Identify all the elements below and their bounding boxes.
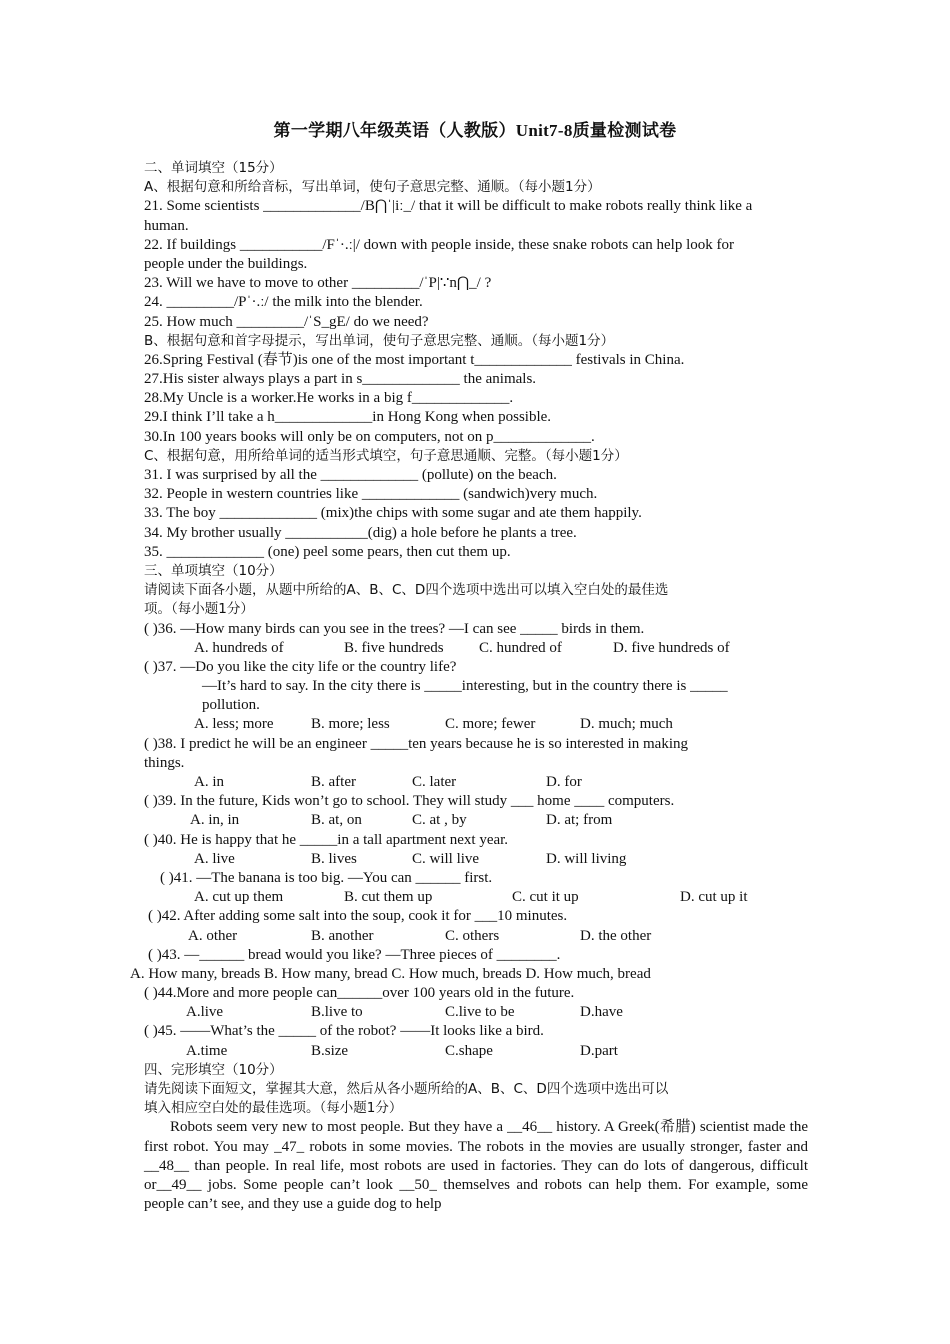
option-b: B. after bbox=[311, 774, 356, 790]
question-32: 32. People in western countries like _____________ (sandwich)very much. bbox=[144, 486, 598, 503]
section-4-instruction: 请先阅读下面短文，掌握其大意，然后从各小题所给的A、B、C、D四个选项中选出可以 bbox=[144, 1081, 669, 1097]
option-d: D. the other bbox=[580, 927, 652, 944]
question-25: 25. How much _________/ˈS_gE/ do we need? bbox=[144, 313, 429, 330]
option-d: D.part bbox=[580, 1042, 618, 1059]
question-37-answer-cont: pollution. bbox=[202, 697, 260, 714]
question-29: 29.I think I’ll take a h_____________in Hong Kong when possible. bbox=[144, 409, 552, 426]
question-38: ( )38. I predict he will be an engineer _____ten years because he is so interested in making bbox=[144, 735, 688, 752]
option-a: A.live bbox=[186, 1004, 224, 1021]
question-42: ( )42. After adding some salt into the soup, cook it for ___10 minutes. bbox=[148, 908, 568, 925]
option-d: D. for bbox=[546, 774, 582, 790]
question-39-options bbox=[144, 811, 808, 830]
option-b: B. another bbox=[311, 927, 374, 944]
exam-body bbox=[130, 159, 808, 1214]
option-d: D. will living bbox=[546, 850, 627, 867]
question-26: 26.Spring Festival (春节)is one of the most important t_____________ festivals in China. bbox=[144, 351, 685, 368]
question-22: 22. If buildings ___________/Fˈ·.ː|/ down with people inside, these snake robots can help look for bbox=[144, 236, 735, 253]
question-45-options bbox=[144, 1042, 808, 1061]
question-21: 21. Some scientists _____________/B⋂ˈ|iː_/ that it will be difficult to make robots really think like a bbox=[144, 198, 753, 215]
question-38-cont: things. bbox=[144, 754, 185, 771]
option-c: C.live to be bbox=[445, 1004, 515, 1021]
section-4-instruction-cont: 填入相应空白处的最佳选项。（每小题1分） bbox=[144, 1100, 403, 1117]
question-44: ( )44.More and more people can______over 100 years old in the future. bbox=[144, 985, 575, 1002]
option-c: C. others bbox=[445, 927, 500, 944]
question-37: ( )37. —Do you like the city life or the country life? bbox=[144, 658, 457, 675]
option-a: A. live bbox=[194, 850, 235, 867]
section-4-heading: 四、完形填空（10分） bbox=[144, 1061, 283, 1078]
question-21-cont: human. bbox=[144, 217, 189, 234]
section-2b-instruction: B、根据句意和首字母提示，写出单词，使句子意思完整、通顺。（每小题1分） bbox=[144, 332, 615, 349]
option-c: C.shape bbox=[445, 1042, 493, 1059]
question-31: 31. I was surprised by all the _____________ (pollute) on the beach. bbox=[144, 467, 557, 483]
question-27: 27.His sister always plays a part in s_____________ the animals. bbox=[144, 371, 537, 388]
question-35: 35. _____________ (one) peel some pears, then cut them up. bbox=[144, 543, 511, 560]
question-40: ( )40. He is happy that he _____in a tall apartment next year. bbox=[144, 831, 509, 848]
option-a: A. less; more bbox=[194, 716, 274, 733]
question-40-options bbox=[144, 850, 808, 869]
question-36: ( )36. —How many birds can you see in the trees? —I can see _____ birds in them. bbox=[144, 620, 645, 637]
option-c: C. cut it up bbox=[512, 889, 579, 906]
question-30: 30.In 100 years books will only be on computers, not on p_____________. bbox=[144, 428, 595, 445]
question-45: ( )45. ——What’s the _____ of the robot? ——It looks like a bird. bbox=[144, 1023, 544, 1040]
cloze-passage: Robots seem very new to most people. But they have a __46__ history. A Greek(希腊) scientist made the first robot. You may _47_ robots in some movies. The robots in the movies are usually stronger, faster and __48__ than people. In real life, most robots are used in factories. They can do lots of dangerous, difficult or__49__ jobs. Some people can’t look __50_ themselves and robots can help them. For example, some people can’t see, and they use a guide dog to help bbox=[144, 1119, 808, 1213]
question-24: 24. _________/Pˈ·.ː/ the milk into the blender. bbox=[144, 294, 423, 311]
section-3-heading: 三、单项填空（10分） bbox=[144, 562, 283, 579]
question-41-options bbox=[144, 888, 808, 907]
option-b: B. more; less bbox=[311, 716, 390, 733]
question-41: ( )41. —The banana is too big. —You can ______ first. bbox=[160, 869, 493, 886]
option-a: A. in, in bbox=[190, 812, 240, 829]
option-b: B. cut them up bbox=[344, 889, 433, 906]
question-33: 33. The boy _____________ (mix)the chips with some sugar and ate them happily. bbox=[144, 505, 642, 522]
option-a: A. cut up them bbox=[194, 889, 284, 906]
option-a: A. hundreds of bbox=[194, 639, 284, 656]
option-c: C. more; fewer bbox=[445, 716, 536, 733]
question-22-cont: people under the buildings. bbox=[144, 255, 308, 272]
option-d: D.have bbox=[580, 1004, 623, 1021]
question-23: 23. Will we have to move to other _________/ˈP|∵n⋂_/ ? bbox=[144, 275, 492, 292]
option-b: B. lives bbox=[311, 850, 357, 867]
section-3-instruction: 请阅读下面各小题，从题中所给的A、B、C、D四个选项中选出可以填入空白处的最佳选 bbox=[144, 582, 669, 599]
option-d: D. five hundreds of bbox=[613, 639, 730, 656]
option-d: D. at; from bbox=[546, 812, 613, 829]
option-c: C. will live bbox=[412, 850, 480, 867]
option-a: A. other bbox=[188, 927, 238, 944]
option-b: B. five hundreds bbox=[344, 639, 444, 656]
question-43-options: A. How many, breads B. How many, bread C. How much, breads D. How much, bread bbox=[130, 965, 651, 982]
option-b: B. at, on bbox=[311, 812, 362, 829]
option-b: B.live to bbox=[311, 1004, 363, 1021]
option-d: D. much; much bbox=[580, 716, 673, 733]
question-39: ( )39. In the future, Kids won’t go to school. They will study ___ home ____ computers. bbox=[144, 793, 675, 810]
exam-title: 第一学期八年级英语（人教版）Unit7-8质量检测试卷 bbox=[273, 121, 677, 140]
option-c: C. hundred of bbox=[479, 639, 562, 656]
option-c: C. later bbox=[412, 774, 457, 790]
question-44-options bbox=[144, 1003, 808, 1022]
question-36-options bbox=[144, 639, 808, 658]
question-43: ( )43. —______ bread would you like? —Three pieces of ________. bbox=[148, 946, 561, 963]
section-2-heading: 二、单词填空（15分） bbox=[144, 160, 283, 176]
option-b: B.size bbox=[311, 1042, 349, 1059]
question-38-options bbox=[144, 773, 808, 792]
question-37-options bbox=[144, 715, 808, 734]
section-2a-instruction: A、根据句意和所给音标，写出单词，使句子意思完整、通顺。（每小题1分） bbox=[144, 179, 601, 196]
question-42-options bbox=[144, 927, 808, 946]
question-28: 28.My Uncle is a worker.He works in a big f_____________. bbox=[144, 390, 514, 407]
option-d: D. cut up it bbox=[680, 889, 748, 906]
option-a: A.time bbox=[186, 1042, 228, 1059]
option-c: C. at , by bbox=[412, 812, 467, 829]
section-2c-instruction: C、根据句意，用所给单词的适当形式填空，句子意思通顺、完整。（每小题1分） bbox=[144, 447, 628, 464]
question-34: 34. My brother usually ___________(dig) a hole before he plants a tree. bbox=[144, 524, 577, 541]
section-3-instruction-cont: 项。（每小题1分） bbox=[144, 601, 254, 618]
question-37-answer: —It’s hard to say. In the city there is _____interesting, but in the country there is _____ bbox=[202, 678, 728, 695]
option-a: A. in bbox=[194, 774, 224, 790]
